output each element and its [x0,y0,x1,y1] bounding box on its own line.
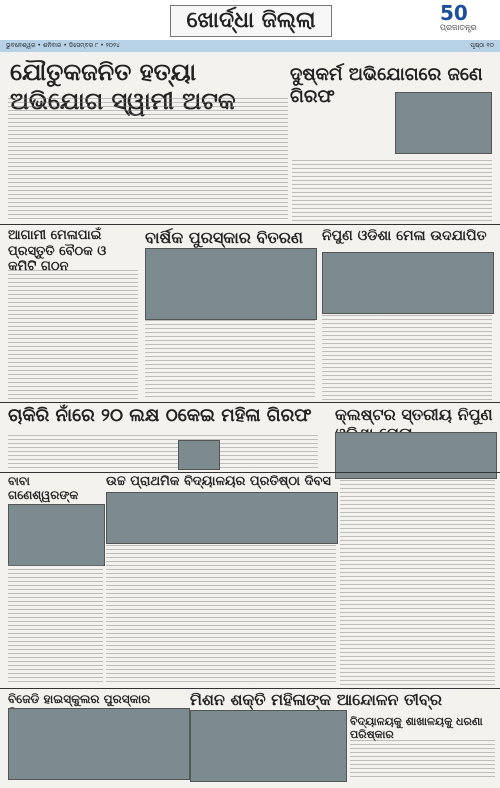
article-6-body [8,435,318,470]
article-2-photo [395,92,492,154]
article-2-body [292,160,492,222]
headline-12: ବିଦ୍ୟାଳୟକୁ ଶାଖାଳୟକୁ ଧରଣା ପରିଷ୍କାର [350,715,483,742]
article-12-body [350,740,495,780]
article-3-body [8,270,138,400]
headline-8: ବାବା ଗଣେଶ୍ୱରଙ୍କ [8,474,79,503]
headline-2: ଦୁଷ୍କର୍ମ ଅଭିଯୋଗରେ ଜଣେ ଗିରଫ [290,64,483,107]
divider [0,688,500,689]
headline-9: ଉଚ୍ଚ ପ୍ରାଥମିକ ବିଦ୍ୟାଳୟର ପ୍ରତିଷ୍ଠା ଦିବସ [106,474,331,489]
article-6-photo [178,440,220,470]
article-9-photo [106,492,338,544]
headline-7: କ୍ଲଷ୍ଟର ସ୍ତରୀୟ ନିପୁଣ [335,405,493,424]
sidebar-articles [340,476,495,686]
article-4-photo [145,248,317,320]
divider [0,224,500,225]
article-8-body [8,565,103,685]
article-1-body [8,98,288,222]
headline-11: ମିଶନ ଶକ୍ତି ମହିଳାଙ୍କ ଆନ୍ଦୋଳନ ତୀବ୍ର [190,690,442,709]
article-9-body [106,545,336,685]
headline-1-text: ଯୌତୁକଜନିତ ହତ୍ୟା ଅଭିଯୋଗ ସ୍ୱାମୀ ଅଟକ [10,58,236,115]
article-5-body [322,315,492,400]
divider [0,402,500,403]
article-10-photo [8,708,190,780]
page-number: ପୃଷ୍ଠା ୧୦ [470,42,494,49]
logo-number: 50 [440,1,468,25]
article-11-photo [190,710,347,782]
page-title: ଖୋର୍ଦ୍ଧା ଜିଲ୍ଲା [170,5,332,37]
headline-4: ବାର୍ଷିକ ପୁରସ୍କାର ବିତରଣ [145,228,304,247]
headline-5: ନିପୁଣ ଓଡିଶା ମେଳା ଉଦଯାପିତ [322,228,487,244]
headline-10: ବିଜେଡି ହାଇସ୍କୁଲର ପୁରସ୍କାର [8,692,151,706]
headline-6: ଚାକିରି ନାଁରେ ୨୦ ଲକ୍ଷ ଠକେଇ ମହିଳା ଗିରଫ [8,405,312,426]
headline-3: ଆଗାମୀ ମେଳାପାଇଁ ପ୍ରସ୍ତୁତି ବୈଠକ ଓ କମିଟି ଗଠନ [8,228,107,275]
logo-brand: ପ୍ରଜାତନ୍ତ୍ର [440,23,477,32]
logo [440,3,500,37]
article-8-photo [8,504,105,566]
masthead [0,0,500,40]
divider [0,472,500,473]
date-left: ଭୁବନେଶ୍ୱର • ଶନିବାର • ଡିସେମ୍ବର ୮ • ୨୦୨୪ [6,42,120,49]
article-4-body [145,320,315,400]
dateline [0,40,500,52]
article-5-photo [322,252,494,314]
